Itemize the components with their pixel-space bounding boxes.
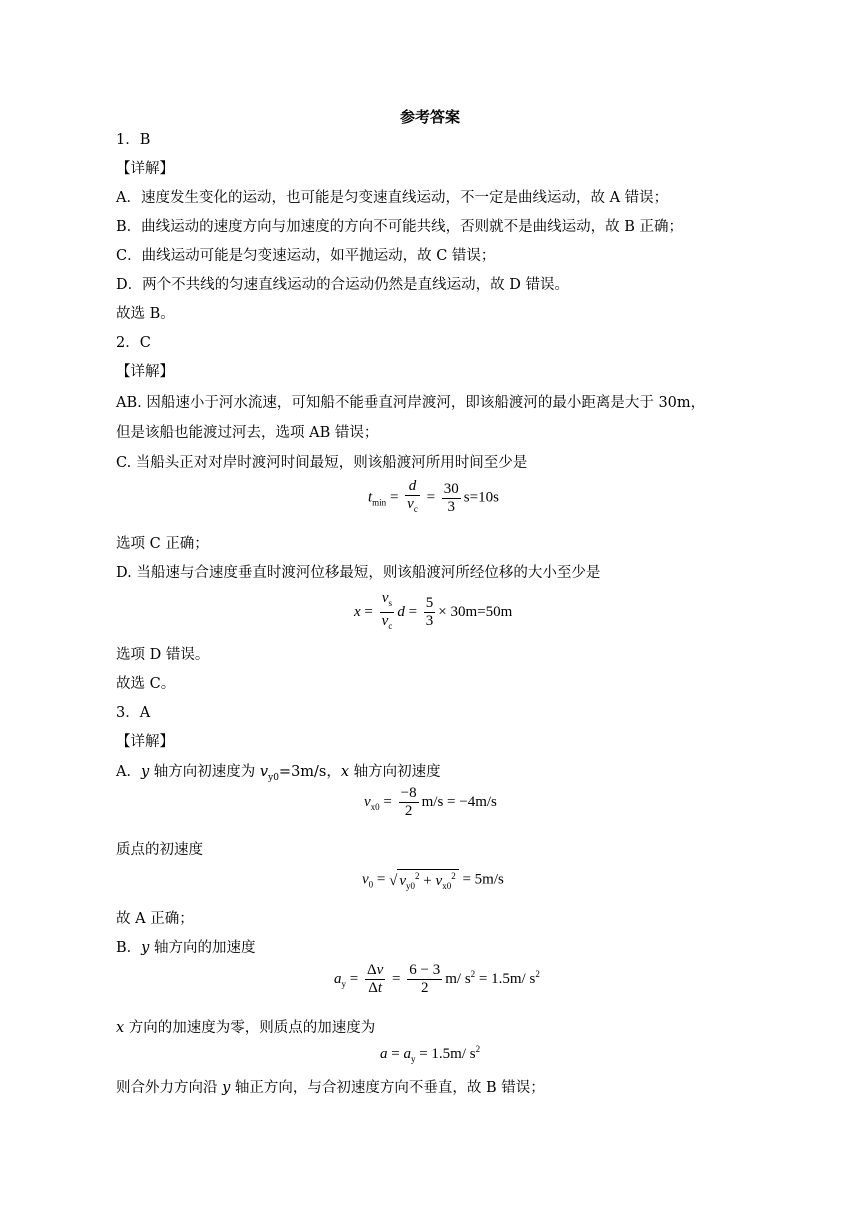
question-1-option-d: D．两个不共线的匀速直线运动的合运动仍然是直线运动，故 D 错误。 [116, 277, 569, 293]
question-3-answer: 3．A [116, 705, 151, 721]
page-title: 参考答案 [399, 108, 460, 126]
equation-x-displacement: x = $\frac{v_s}{v_c}$ d = $\frac{5}{3}$ × 30m=50m [354, 590, 513, 631]
equation-vx0: $v_{x0}$ = $\frac{-8}{2}$ m/s = −4m/s [364, 785, 497, 819]
question-1-option-c: C．曲线运动可能是匀变速运动，如平抛运动，故 C 错误； [116, 248, 496, 264]
question-2-conclusion: 故选 C。 [116, 676, 176, 692]
question-3-line-a: A．y 轴方向初速度为 $v_{y0}=3m/s$，x 轴方向初速度 [116, 764, 441, 783]
equation-ay: $a_y$ = $\frac{\Delta v}{\Delta t}$ = $\frac{6 - 3}{2}$ m/ $s^2 = 1.5m/$ $s^2$ [334, 962, 540, 996]
question-2-answer: 2．C [116, 335, 151, 351]
question-1-answer: 1．B [116, 132, 151, 148]
question-2-line-d: D. 当船速与合速度垂直时渡河位移最短，则该船渡河所经位移的大小至少是 [116, 565, 601, 581]
question-3-a-result: 故 A 正确； [116, 911, 194, 927]
question-2-line-ab-cont: 但是该船也能渡过河去，选项 AB 错误； [116, 425, 379, 441]
equation-a: $a = a_y = 1.5m/$ $s^2$ [380, 1044, 481, 1064]
question-1-detail-label: 【详解】 [116, 161, 174, 177]
question-2-c-result: 选项 C 正确； [116, 536, 209, 552]
question-3-acceleration-line: x 方向的加速度为零，则质点的加速度为 [116, 1020, 376, 1036]
question-1-option-b: B．曲线运动的速度方向与加速度的方向不可能共线，否则就不是曲线运动，故 B 正确； [116, 219, 684, 235]
question-3-b-result: 则合外力方向沿 y 轴正方向，与合初速度方向不垂直，故 B 错误； [116, 1080, 545, 1096]
question-1-option-a: A．速度发生变化的运动，也可能是匀变速直线运动，不一定是曲线运动，故 A 错误； [116, 190, 669, 206]
question-1-conclusion: 故选 B。 [116, 306, 175, 322]
question-2-d-result: 选项 D 错误。 [116, 647, 210, 663]
equation-tmin: $t_{min}$ = $\frac{d}{v_c}$ = $\frac{30}{3}$ s=10s [368, 478, 499, 515]
question-2-line-c: C. 当船头正对对岸时渡河时间最短，则该船渡河所用时间至少是 [116, 455, 528, 471]
question-3-initial-velocity-label: 质点的初速度 [116, 842, 203, 858]
question-3-detail-label: 【详解】 [116, 734, 174, 750]
question-2-line-ab: AB. 因船速小于河水流速，可知船不能垂直河岸渡河，即该船渡河的最小距离是大于 30m， [116, 395, 706, 411]
question-3-line-b: B．y 轴方向的加速度 [116, 940, 256, 956]
equation-v0: $v_0$ = √ $v_{y0}^2 + v_{x0}^2 = 5m/s$ [362, 871, 504, 891]
question-2-detail-label: 【详解】 [116, 364, 174, 380]
